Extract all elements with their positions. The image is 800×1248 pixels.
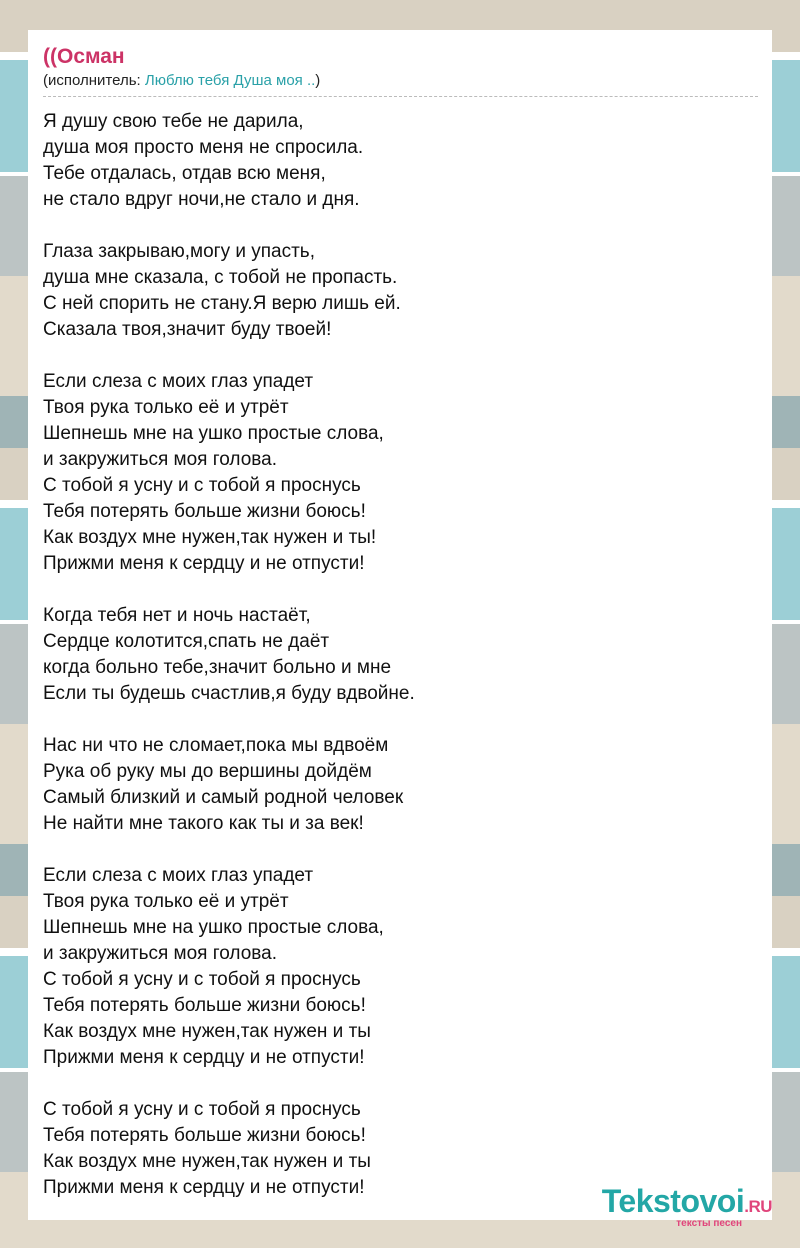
lyrics-line: Я душу свою тебе не дарила, (43, 111, 304, 132)
lyrics-line: Шепнешь мне на ушко простые слова, (43, 917, 384, 938)
logo-tagline: тексты песен (676, 1218, 742, 1229)
lyrics-line: когда больно тебе,значит больно и мне (43, 657, 392, 678)
page-title: ((Осман (43, 45, 125, 68)
lyrics-line: Прижми меня к сердцу и не отпусти! (43, 1047, 365, 1068)
lyrics-line: душа мне сказала, с тобой не пропасть. (43, 267, 398, 288)
lyrics-line: Твоя рука только её и утрёт (43, 891, 289, 912)
lyrics-line: Нас ни что не сломает,пока мы вдвоём (43, 735, 389, 756)
lyrics-stanza (43, 239, 758, 343)
performer-line (43, 72, 758, 97)
lyrics-line: Как воздух мне нужен,так нужен и ты! (43, 527, 377, 548)
logo-domain: .RU (744, 1197, 772, 1216)
lyrics-line: Глаза закрываю,могу и упасть, (43, 241, 315, 262)
lyrics-line: Прижми меня к сердцу и не отпусти! (43, 553, 365, 574)
lyrics-line: Сказала твоя,значит буду твоей! (43, 319, 332, 340)
site-logo[interactable] (602, 1184, 772, 1229)
lyrics-line: Самый близкий и самый родной человек (43, 787, 404, 808)
lyrics-line: С тобой я усну и с тобой я проснусь (43, 969, 361, 990)
lyrics-line: Сердце колотится,спать не даёт (43, 631, 330, 652)
lyrics-line: Как воздух мне нужен,так нужен и ты (43, 1021, 371, 1042)
lyrics-stanza (43, 109, 758, 213)
lyrics-line: Тебя потерять больше жизни боюсь! (43, 1125, 366, 1146)
lyrics-line: Тебя потерять больше жизни боюсь! (43, 501, 366, 522)
lyrics-line: Тебя потерять больше жизни боюсь! (43, 995, 366, 1016)
lyrics-stanza (43, 733, 758, 837)
lyrics-line: и закружиться моя голова. (43, 449, 277, 470)
lyrics-line: Рука об руку мы до вершины дойдём (43, 761, 372, 782)
lyrics-line: С ней спорить не стану.Я верю лишь ей. (43, 293, 401, 314)
lyrics-stanza (43, 369, 758, 577)
lyrics-line: Не найти мне такого как ты и за век! (43, 813, 364, 834)
lyrics-stanza (43, 603, 758, 707)
lyrics-line: Если слеза с моих глаз упадет (43, 865, 314, 886)
lyrics-stanza (43, 863, 758, 1071)
lyrics-line: Если слеза с моих глаз упадет (43, 371, 314, 392)
performer-suffix: ) (315, 72, 321, 89)
lyrics-line: душа моя просто меня не спросила. (43, 137, 364, 158)
performer-prefix: (исполнитель: (43, 72, 145, 89)
song-title-link[interactable]: Люблю тебя Душа моя .. (144, 72, 316, 89)
lyrics-line: не стало вдруг ночи,не стало и дня. (43, 189, 360, 210)
logo-name: Tekstovoi (601, 1183, 745, 1219)
lyrics-line: С тобой я усну и с тобой я проснусь (43, 475, 361, 496)
lyrics-line: С тобой я усну и с тобой я проснусь (43, 1099, 361, 1120)
lyrics-line: Прижми меня к сердцу и не отпусти! (43, 1177, 365, 1198)
lyrics-line: Твоя рука только её и утрёт (43, 397, 289, 418)
lyrics-line: Когда тебя нет и ночь настаёт, (43, 605, 311, 626)
lyrics-body (43, 109, 758, 1201)
lyrics-line: Тебе отдалась, отдав всю меня, (43, 163, 326, 184)
lyrics-line: Если ты будешь счастлив,я буду вдвойне. (43, 683, 415, 704)
lyrics-line: Как воздух мне нужен,так нужен и ты (43, 1151, 371, 1172)
lyrics-card (28, 30, 772, 1220)
lyrics-line: Шепнешь мне на ушко простые слова, (43, 423, 384, 444)
lyrics-line: и закружиться моя голова. (43, 943, 277, 964)
